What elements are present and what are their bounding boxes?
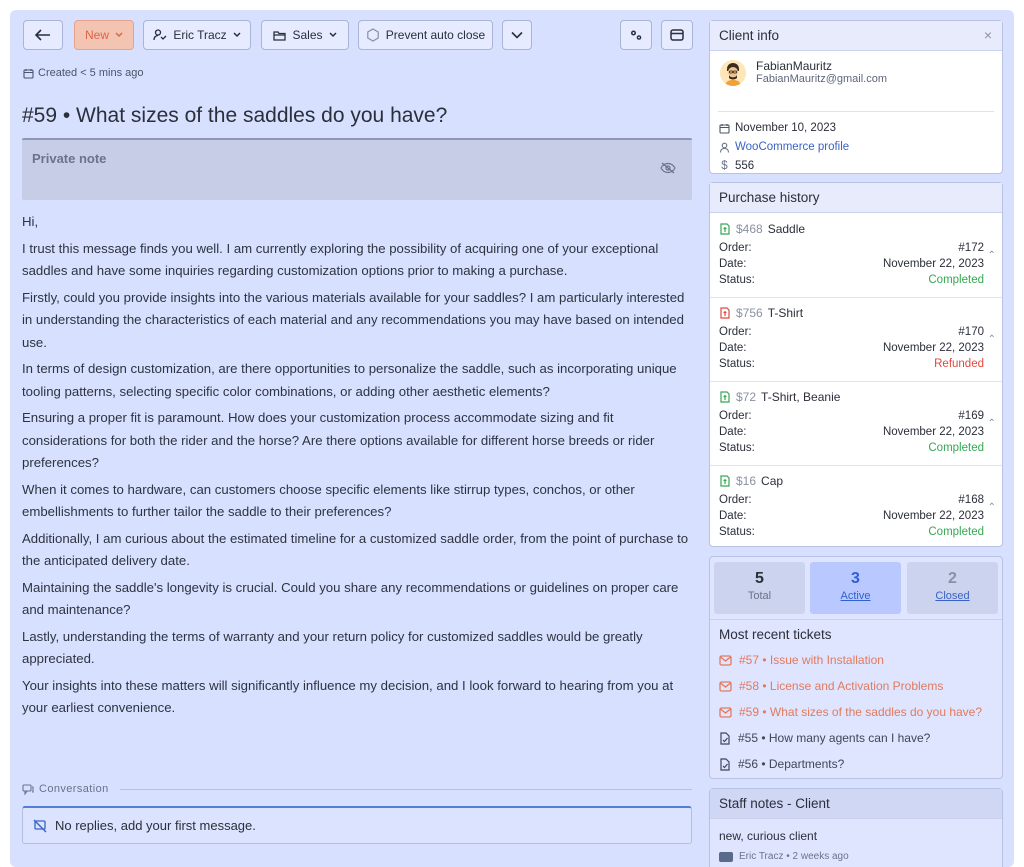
order-status: Refunded — [934, 358, 984, 370]
purchase-product: T-Shirt, Beanie — [761, 390, 841, 404]
window-icon — [670, 29, 684, 41]
purchase-item[interactable] — [710, 298, 1002, 382]
chat-icon — [22, 784, 34, 795]
user-icon — [719, 142, 730, 153]
ticket-title: #59 • What sizes of the saddles do you have? — [22, 104, 448, 127]
woocommerce-profile-link[interactable] — [719, 141, 849, 153]
recent-ticket-title: #56 • Departments? — [738, 757, 845, 771]
chevron-down-icon — [329, 32, 337, 38]
purchase-order-row — [719, 410, 984, 422]
hexagon-icon — [366, 28, 380, 42]
chevron-up-icon[interactable]: ⌃ — [987, 418, 996, 429]
message-paragraph: Lastly, understanding the terms of warranty and your return policy for customized saddles would be greatly appreciated. — [22, 628, 643, 666]
tickets-total-label: Total — [747, 590, 772, 602]
staff-note-author: Eric Tracz • 2 weeks ago — [739, 851, 849, 862]
recent-ticket-title: #55 • How many agents can I have? — [738, 731, 931, 745]
purchase-date-row — [719, 342, 984, 354]
purchase-status-row — [719, 526, 984, 538]
purchase-price: $756 — [736, 306, 763, 320]
status-label: Status: — [719, 358, 755, 370]
tickets-active-label[interactable]: Active — [840, 590, 871, 602]
private-note-label: Private note — [32, 151, 107, 166]
chevron-down-icon — [115, 32, 123, 38]
purchase-price: $72 — [736, 390, 757, 404]
purchase-title — [719, 390, 840, 404]
layout-toggle-button[interactable] — [661, 20, 693, 50]
client-spent: 556 — [735, 160, 755, 172]
order-label: Order: — [719, 326, 752, 338]
no-replies-box[interactable] — [22, 806, 692, 844]
client-spent-row — [719, 160, 754, 172]
document-check-icon — [719, 758, 731, 771]
client-email: FabianMauritz@gmail.com — [756, 73, 887, 85]
staff-notes-title: Staff notes - Client — [719, 796, 830, 811]
purchase-item[interactable] — [710, 466, 1002, 550]
staff-notes-card — [709, 788, 1003, 867]
status-label: New — [84, 28, 109, 42]
order-date: November 22, 2023 — [882, 426, 984, 438]
tickets-active-tab[interactable] — [810, 562, 901, 614]
purchase-date-row — [719, 258, 984, 270]
order-date: November 22, 2023 — [882, 510, 984, 522]
recent-tickets-heading: Most recent tickets — [719, 627, 832, 642]
chevron-up-icon[interactable]: ⌃ — [987, 334, 996, 345]
calendar-icon — [719, 123, 730, 134]
conversation-label: Conversation — [39, 783, 109, 795]
more-actions-button[interactable] — [502, 20, 532, 50]
tickets-closed-label[interactable]: Closed — [935, 590, 970, 602]
private-note[interactable] — [22, 138, 692, 200]
recent-ticket-link[interactable] — [719, 731, 930, 745]
client-name: FabianMauritz — [756, 59, 833, 73]
avatar — [720, 60, 746, 86]
date-label: Date: — [719, 258, 747, 270]
recent-ticket-title: #59 • What sizes of the saddles do you have? — [739, 705, 983, 719]
order-status: Completed — [928, 274, 984, 286]
tickets-active-count: 3 — [851, 570, 860, 587]
purchase-order-row — [719, 494, 984, 506]
envelope-icon — [719, 655, 732, 666]
settings-button[interactable] — [620, 20, 652, 50]
envelope-icon — [719, 707, 732, 718]
user-icon — [153, 29, 167, 41]
purchase-title — [719, 474, 783, 488]
dollar-icon: $ — [721, 160, 728, 172]
purchase-date-row — [719, 426, 984, 438]
tickets-closed-count: 2 — [948, 570, 957, 587]
date-label: Date: — [719, 426, 747, 438]
client-info-card — [709, 20, 1003, 174]
order-status: Completed — [928, 526, 984, 538]
purchase-date-row — [719, 510, 984, 522]
message-paragraph: Your insights into these matters will significantly influence my decision, and I look forward to hearing from you at your earliest convenience. — [22, 677, 674, 715]
message-off-icon — [33, 819, 47, 833]
receipt-icon — [719, 475, 731, 487]
order-number: #170 — [958, 326, 984, 338]
message-paragraph: Ensuring a proper fit is paramount. How does your customization process accommodate sizing and fit considerations for both the rider and the horse? Are there options available for different horse breeds or rider preferences? — [22, 410, 655, 470]
purchase-product: T-Shirt — [767, 306, 804, 320]
receipt-icon — [719, 223, 731, 235]
order-number: #169 — [958, 410, 984, 422]
gears-icon — [629, 29, 643, 41]
message-paragraph: Firstly, could you provide insights into the various materials available for your saddles? I am particularly interested in understanding the characteristics of each material and any recommendations you may have based on intended use. — [22, 289, 685, 350]
status-label: Status: — [719, 442, 755, 454]
staff-notes-header — [710, 789, 1002, 819]
tickets-total-stat — [714, 562, 805, 614]
purchase-history-card — [709, 182, 1003, 547]
purchase-item[interactable] — [710, 214, 1002, 298]
purchase-price: $16 — [736, 474, 757, 488]
staff-note-meta — [719, 851, 849, 862]
conversation-divider — [22, 783, 692, 795]
chevron-down-icon — [511, 31, 523, 39]
purchase-history-title: Purchase history — [719, 190, 820, 205]
client-date-row — [719, 122, 836, 134]
recent-ticket-title: #57 • Issue with Installation — [739, 653, 884, 667]
ticket-view — [10, 10, 1014, 867]
purchase-history-header — [710, 183, 1002, 213]
message-paragraph: Hi, — [22, 214, 39, 229]
purchase-item[interactable] — [710, 382, 1002, 466]
receipt-icon — [719, 307, 731, 319]
status-label: Status: — [719, 274, 755, 286]
eye-off-icon[interactable] — [660, 162, 676, 174]
order-label: Order: — [719, 410, 752, 422]
message-paragraph: I trust this message finds you well. I am currently exploring the possibility of acquiring one of your exceptional saddles and have some inquiries regarding customization options prior to making a purchase. — [22, 240, 659, 278]
agent-dropdown[interactable] — [143, 20, 251, 50]
purchase-price: $468 — [736, 222, 763, 236]
recent-ticket-title: #58 • License and Activation Problems — [739, 679, 944, 693]
client-info-title: Client info — [719, 28, 780, 43]
order-date: November 22, 2023 — [882, 258, 984, 270]
department-label: Sales — [292, 28, 323, 42]
divider — [710, 619, 1002, 620]
prevent-auto-close-toggle[interactable] — [358, 20, 493, 50]
department-dropdown[interactable] — [261, 20, 349, 50]
recent-ticket-link[interactable] — [719, 679, 943, 693]
order-label: Order: — [719, 242, 752, 254]
agent-label: Eric Tracz — [173, 28, 227, 42]
tickets-closed-tab[interactable] — [907, 562, 998, 614]
divider-line — [120, 789, 692, 790]
date-label: Date: — [719, 510, 747, 522]
purchase-status-row — [719, 358, 984, 370]
document-check-icon — [719, 732, 731, 745]
ticket-message-body — [22, 211, 694, 724]
envelope-icon — [719, 681, 732, 692]
message-paragraph: When it comes to hardware, can customers choose specific elements like stirrup types, conchos, or other embellishments to further tailor the saddle to their preferences? — [22, 481, 635, 519]
recent-ticket-link[interactable] — [719, 757, 844, 771]
order-status: Completed — [928, 442, 984, 454]
profile-link-text[interactable]: WooCommerce profile — [735, 141, 850, 153]
status-dropdown[interactable] — [74, 20, 134, 50]
created-text: Created < 5 mins ago — [38, 67, 144, 79]
client-tickets-card — [709, 556, 1003, 779]
purchase-order-row — [719, 326, 984, 338]
avatar — [719, 852, 733, 862]
divider — [718, 111, 994, 112]
recent-ticket-link[interactable] — [719, 705, 982, 719]
recent-ticket-link[interactable] — [719, 653, 884, 667]
no-replies-text: No replies, add your first message. — [55, 818, 256, 833]
calendar-icon — [23, 68, 34, 79]
client-date: November 10, 2023 — [735, 122, 837, 134]
message-paragraph: Additionally, I am curious about the estimated timeline for a customized saddle order, from the point of purchase to the anticipated delivery date. — [22, 530, 689, 568]
receipt-icon — [719, 391, 731, 403]
ticket-toolbar — [23, 20, 693, 50]
order-number: #172 — [958, 242, 984, 254]
client-identity — [720, 59, 887, 86]
chevron-up-icon[interactable]: ⌃ — [987, 502, 996, 513]
message-paragraph: In terms of design customization, are there opportunities to personalize the saddle, such as incorporating unique tooling patterns, selecting specific color combinations, or adding other aesthetic elements? — [22, 361, 677, 399]
chevron-up-icon[interactable]: ⌃ — [987, 250, 996, 261]
purchase-status-row — [719, 442, 984, 454]
date-label: Date: — [719, 342, 747, 354]
prevent-auto-close-label: Prevent auto close — [385, 28, 486, 42]
purchase-product: Cap — [761, 474, 784, 488]
client-info-header — [710, 21, 1002, 51]
order-label: Order: — [719, 494, 752, 506]
purchase-title — [719, 222, 805, 236]
chevron-down-icon — [233, 32, 241, 38]
purchase-product: Saddle — [767, 222, 806, 236]
staff-note-text: new, curious client — [719, 829, 818, 843]
purchase-order-row — [719, 242, 984, 254]
order-date: November 22, 2023 — [882, 342, 984, 354]
status-label: Status: — [719, 526, 755, 538]
tickets-total-count: 5 — [755, 570, 764, 587]
message-paragraph: Maintaining the saddle's longevity is crucial. Could you share any recommendations or guidelines on proper care and maintenance? — [22, 579, 679, 617]
purchase-title — [719, 306, 803, 320]
purchase-status-row — [719, 274, 984, 286]
close-icon[interactable]: × — [983, 27, 992, 43]
created-info — [23, 67, 143, 79]
folder-icon — [273, 30, 286, 41]
arrow-left-icon — [35, 29, 51, 41]
order-number: #168 — [958, 494, 984, 506]
back-button[interactable] — [23, 20, 63, 50]
